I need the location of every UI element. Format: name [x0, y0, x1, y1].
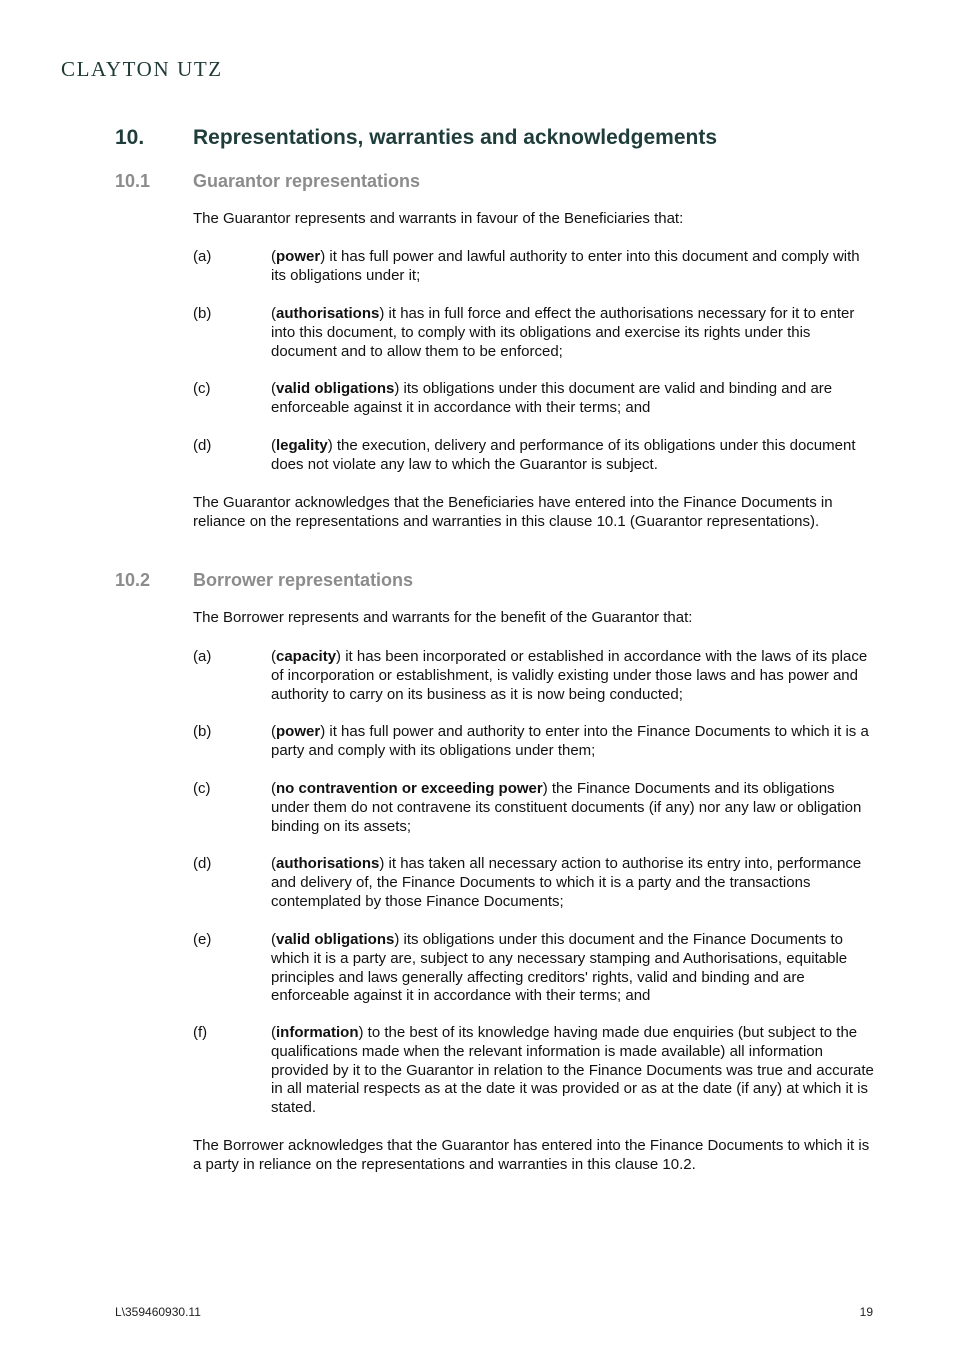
item-text: the execution, delivery and performance of its obligations under this document does not violate any law to which the Guarantor is subject.: [271, 437, 856, 473]
item-text: the Finance Documents and its obligations under them do not contravene its constituent documents (if any) nor any law or obligation binding on its assets;: [271, 780, 862, 835]
document-reference: L\359460930.11: [115, 1305, 201, 1319]
subsection-title: Borrower representations: [193, 570, 414, 590]
item-term: power: [276, 248, 321, 265]
subsection-closing: The Borrower acknowledges that the Guarantor has entered into the Finance Documents to which it is a party in reliance on the representations and warranties in this clause 10.2.: [193, 1137, 870, 1173]
item-label: (d): [193, 855, 212, 872]
item-body: (information) to the best of its knowledge having made due enquiries (but subject to the qualifications made when the relevant information is made available) all information provided by it to the Guarantor in relation to the Finance Documents was true and accurate in all material respects as at the date it was provided or as at the date (if any) at which it is stated.: [271, 1024, 874, 1117]
item-label: (c): [193, 380, 211, 397]
item-label: (b): [193, 723, 212, 740]
item-body: (valid obligations) its obligations under this document are valid and binding and are enforceable against it in accordance with their terms; and: [271, 380, 833, 416]
item-body: (capacity) it has been incorporated or established in accordance with the laws of its place of incorporation or establishment, is validly existing under those laws and has power and authority to carry on its business as it is now being conducted;: [271, 648, 868, 703]
item-term: information: [276, 1024, 359, 1041]
item-text: it has taken all necessary action to authorise its entry into, performance and delivery of, the Finance Documents to which it is a party and the transactions contemplated by those Finance Documents;: [271, 855, 862, 910]
item-text: it has been incorporated or established in accordance with the laws of its place of incorporation or establishment, is validly existing under those laws and has power and authority to carry on its business as it is now being conducted;: [271, 648, 868, 703]
subsection-intro: The Borrower represents and warrants for the benefit of the Guarantor that:: [193, 609, 693, 626]
item-term: power: [276, 723, 321, 740]
section-title: Representations, warranties and acknowledgements: [193, 126, 717, 149]
item-label: (f): [193, 1024, 208, 1041]
item-term: capacity: [276, 648, 337, 665]
item-body: (power) it has full power and lawful authority to enter into this document and comply with its obligations under it;: [271, 248, 860, 284]
item-label: (e): [193, 931, 212, 948]
subsection-intro: The Guarantor represents and warrants in favour of the Beneficiaries that:: [193, 210, 684, 227]
item-text: it has full power and authority to enter into the Finance Documents to which it is a party and comply with its obligations under them;: [271, 723, 869, 759]
item-label: (d): [193, 437, 212, 454]
section-number: 10.: [115, 126, 145, 149]
item-text: to the best of its knowledge having made due enquiries (but subject to the qualifications made when the relevant information is made available) all information provided by it to the Guarantor in relation to the Finance Documents was true and accurate in all material respects as at the date it was provided or as at the date (if any) at which it is stated.: [271, 1024, 874, 1117]
item-label: (a): [193, 648, 212, 665]
item-term: no contravention or exceeding power: [276, 780, 543, 797]
item-body: (authorisations) it has taken all necessary action to authorise its entry into, performance and delivery of, the Finance Documents to which it is a party and the transactions contemplated by those Finance Documents;: [271, 855, 862, 910]
item-term: valid obligations: [276, 380, 395, 397]
item-body: (valid obligations) its obligations under this document and the Finance Documents to which it is a party are, subject to any necessary stamping and Authorisations, equitable principles and laws generally affecting creditors' rights, valid and binding and are enforceable against it in accordance with their terms; and: [271, 931, 848, 1005]
item-body: (power) it has full power and authority to enter into the Finance Documents to which it is a party and comply with its obligations under them;: [271, 723, 869, 759]
item-term: authorisations: [276, 305, 380, 322]
subsection-closing: The Guarantor acknowledges that the Beneficiaries have entered into the Finance Documents in reliance on the representations and warranties in this clause 10.1 (Guarantor representations).: [193, 494, 833, 530]
item-body: (no contravention or exceeding power) the Finance Documents and its obligations under them do not contravene its constituent documents (if any) nor any law or obligation binding on its assets;: [271, 780, 862, 835]
item-label: (c): [193, 780, 211, 797]
page-number: 19: [859, 1305, 873, 1319]
item-label: (b): [193, 305, 212, 322]
item-text: it has full power and lawful authority to enter into this document and comply with its obligations under it;: [271, 248, 860, 284]
subsection-number: 10.1: [115, 171, 151, 191]
subsection-title: Guarantor representations: [193, 171, 421, 191]
item-body: (authorisations) it has in full force and effect the authorisations necessary for it to enter into this document, to comply with its obligations and exercise its rights under this document and to allow them to be enforced;: [271, 305, 855, 360]
item-text: it has in full force and effect the authorisations necessary for it to enter into this document, to comply with its obligations and exercise its rights under this document and to allow them to be enforced;: [271, 305, 855, 360]
item-term: valid obligations: [276, 931, 395, 948]
item-term: authorisations: [276, 855, 380, 872]
item-label: (a): [193, 248, 212, 265]
item-body: (legality) the execution, delivery and performance of its obligations under this document does not violate any law to which the Guarantor is subject.: [271, 437, 856, 473]
subsection-number: 10.2: [115, 570, 151, 590]
item-text: its obligations under this document are valid and binding and are enforceable against it in accordance with their terms; and: [271, 380, 833, 416]
firm-logo: CLAYTON UTZ: [61, 57, 223, 81]
item-text: its obligations under this document and the Finance Documents to which it is a party are, subject to any necessary stamping and Authorisations, equitable principles and laws generally affecting creditors' rights, valid and binding and are enforceable against it in accordance with their terms; and: [271, 931, 848, 1005]
item-term: legality: [276, 437, 328, 454]
